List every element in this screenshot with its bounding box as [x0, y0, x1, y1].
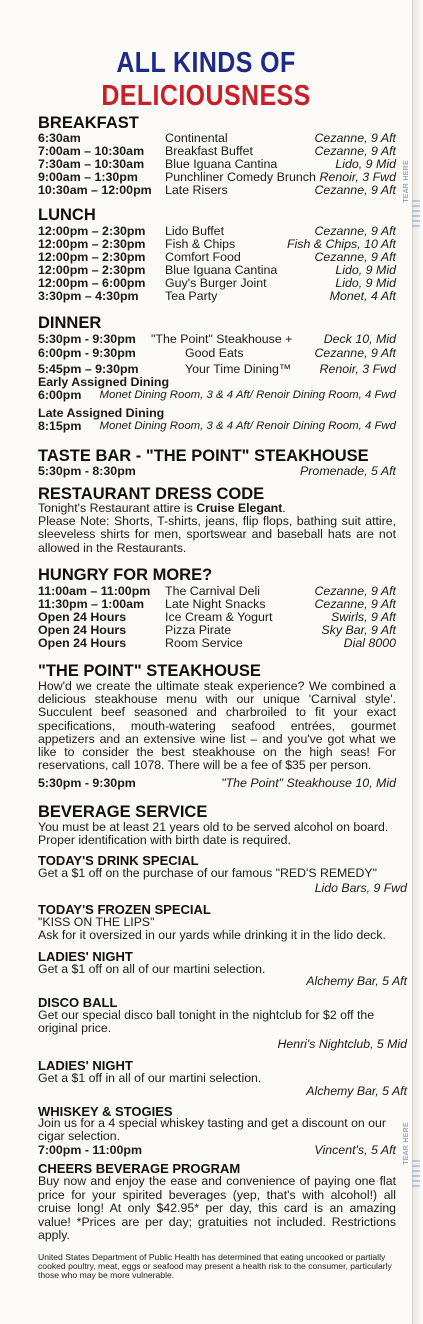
schedule-row: 8:15pm Monet Dining Room, 3 & 4 Aft/ Renoir Dining Room, 4 Fwd — [38, 419, 396, 433]
schedule-row: 6:00pm - 9:30pm Good Eats Cezanne, 9 Aft — [38, 346, 396, 360]
drink-special-location: Lido Bars, 9 Fwd — [314, 881, 407, 895]
schedule-row: 5:45pm – 9:30pm Your Time Dining™ Renoir, 3 Fwd — [38, 362, 396, 376]
drink-special-title: TODAY'S DRINK SPECIAL — [38, 853, 199, 868]
schedule-row: 6:30am Continental Cezanne, 9 Aft — [38, 131, 396, 145]
schedule-row: 10:30am – 12:00pm Late Risers Cezanne, 9 Aft — [38, 183, 396, 197]
schedule-row: 11:30pm – 1:00am Late Night Snacks Cezanne, 9 Aft — [38, 597, 396, 611]
disco-ball-title: DISCO BALL — [38, 995, 118, 1010]
dress-code-note: Please Note: Shorts, T-shirts, jeans, flip flops, bathing suit attire, sleeveless shirts for men, sportswear and baseball hats are not allowed in the Restaurants. — [38, 514, 396, 555]
tear-here-label: TEAR HERE — [403, 160, 410, 203]
schedule-row: Open 24 Hours Ice Cream & Yogurt Swirls, 9 Aft — [38, 610, 396, 624]
schedule-row: 3:30pm – 4:30pm Tea Party Monet, 4 Aft — [38, 289, 396, 303]
hungry-heading: HUNGRY FOR MORE? — [38, 566, 213, 584]
page-title-line2: DELICIOUSNESS — [101, 80, 311, 112]
steakhouse-description: How'd we create the ultimate steak experience? We combined a delicious steakhouse menu with our unique 'Carnival style'. Succulent beef seasoned and charbroiled to fit your exact specifications, mouth-watering seafood entrées, gourmet appetizers and an extensive wine list – and you've got what we like to consider the best steakhouse on the high seas! For reservations, call 1078. There will be a fee of $35 per person. — [38, 679, 396, 773]
dinner-heading: DINNER — [38, 314, 102, 332]
schedule-row: 12:00pm – 2:30pm Comfort Food Cezanne, 9 Aft — [38, 250, 396, 264]
schedule-row: 12:00pm – 2:30pm Lido Buffet Cezanne, 9 Aft — [38, 224, 396, 238]
ladies-night-title: LADIES' NIGHT — [38, 1058, 133, 1073]
page-title-line1: ALL KINDS OF — [116, 47, 296, 79]
health-disclaimer: United States Department of Public Health has determined that eating uncooked or partially cooked poultry, meat, eggs or seafood may present a health risk to the consumer, particularly those who may be more vulnerable. — [38, 1252, 392, 1281]
beverage-note: You must be at least 21 years old to be served alcohol on board. Proper identification with birth date is required. — [38, 820, 389, 848]
whiskey-stogies-body: Join us for a 4 special whiskey tasting and get a discount on our cigar selection. — [38, 1116, 386, 1144]
drink-special-body: Get a $1 off on the purchase of our famous "RED'S REMEDY" — [38, 866, 377, 880]
schedule-row: 9:00am – 1:30pm Punchliner Comedy Brunch Renoir, 3 Fwd — [38, 170, 396, 184]
dress-code-heading: RESTAURANT DRESS CODE — [38, 485, 265, 503]
disco-ball-location: Henri's Nightclub, 5 Mid — [277, 1037, 407, 1051]
schedule-row: 6:00pm Monet Dining Room, 3 & 4 Aft/ Renoir Dining Room, 4 Fwd — [38, 388, 396, 402]
cheers-program-title: CHEERS BEVERAGE PROGRAM — [38, 1161, 241, 1176]
ladies-night-title: LADIES' NIGHT — [38, 949, 133, 964]
schedule-row: Open 24 Hours Room Service Dial 8000 — [38, 636, 396, 650]
lunch-heading: LUNCH — [38, 206, 96, 224]
schedule-row: 7:30am – 10:30am Blue Iguana Cantina Lido, 9 Mid — [38, 157, 396, 171]
whiskey-stogies-title: WHISKEY & STOGIES — [38, 1104, 173, 1119]
schedule-row: 5:30pm - 9:30pm "The Point" Steakhouse 10, Mid — [38, 776, 396, 790]
frozen-special-body: Ask for it oversized in our yards while drinking it in the lido deck. — [38, 928, 386, 942]
dress-code-attire: Tonight's Restaurant attire is Cruise Elegant. — [38, 501, 286, 515]
tear-here-label: TEAR HERE — [403, 1122, 410, 1165]
schedule-row: 12:00pm – 6:00pm Guy's Burger Joint Lido, 9 Mid — [38, 276, 396, 290]
tear-dots — [412, 1160, 420, 1190]
ladies-night-location: Alchemy Bar, 5 Aft — [306, 1084, 407, 1098]
schedule-row: 7:00am – 10:30am Breakfast Buffet Cezanne, 9 Aft — [38, 144, 396, 158]
beverage-heading: BEVERAGE SERVICE — [38, 803, 208, 821]
cheers-program-body: Buy now and enjoy the ease and convenience of paying one flat price for your spirited beverages (yep, that's with alcohol!) all cruise long! At only $42.95* per day, this card is an amazing value! *Prices are per day; gratuities not included. Restrictions apply. — [38, 1174, 396, 1243]
schedule-row: Open 24 Hours Pizza Pirate Sky Bar, 9 Aft — [38, 623, 396, 637]
schedule-row: 5:30pm - 8:30pm Promenade, 5 Aft — [38, 464, 396, 478]
ladies-night-body: Get a $1 off in all of our martini selection. — [38, 1071, 262, 1085]
early-dining-label: Early Assigned Dining — [38, 375, 170, 389]
schedule-row: 7:00pm - 11:00pm Vincent's, 5 Aft — [38, 1143, 396, 1157]
tear-dots — [412, 200, 420, 230]
breakfast-heading: BREAKFAST — [38, 114, 139, 132]
disco-ball-body: Get our special disco ball tonight in the nightclub for $2 off the original price. — [38, 1008, 375, 1036]
taste-bar-heading: TASTE BAR - "THE POINT" STEAKHOUSE — [38, 447, 369, 465]
schedule-row: 11:00am – 11:00pm The Carnival Deli Cezanne, 9 Aft — [38, 584, 396, 598]
schedule-row: 5:30pm - 9:30pm "The Point" Steakhouse + Deck 10, Mid — [38, 332, 396, 346]
frozen-special-name: "KISS ON THE LIPS" — [38, 915, 155, 929]
schedule-row: 12:00pm – 2:30pm Blue Iguana Cantina Lido, 9 Mid — [38, 263, 396, 277]
steakhouse-heading: "THE POINT" STEAKHOUSE — [38, 662, 261, 680]
ladies-night-body: Get a $1 off on all of our martini selection. — [38, 962, 266, 976]
late-dining-label: Late Assigned Dining — [38, 406, 165, 420]
frozen-special-title: TODAY'S FROZEN SPECIAL — [38, 902, 211, 917]
ladies-night-location: Alchemy Bar, 5 Aft — [306, 974, 407, 988]
schedule-row: 12:00pm – 2:30pm Fish & Chips Fish & Chips, 10 Aft — [38, 237, 396, 251]
